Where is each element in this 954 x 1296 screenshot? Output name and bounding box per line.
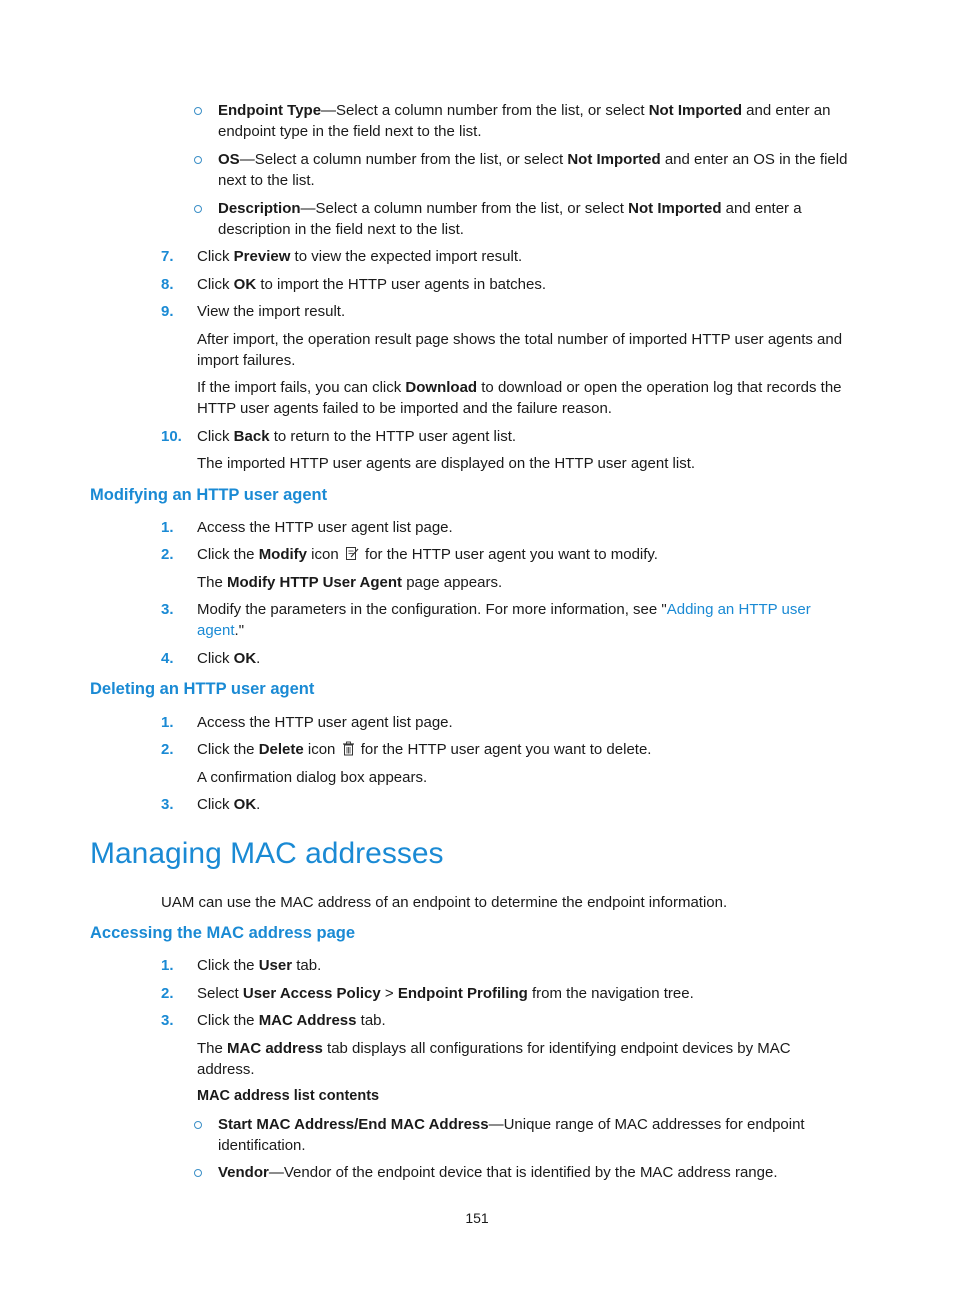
step-number: 2. [161,546,174,563]
step-preview: Click Preview to view the expected import result. [197,248,523,265]
mac-bullet-range: Start MAC Address/End MAC Address—Unique range of MAC addresses for endpoint identification. [218,1116,805,1154]
chapter-title: Managing MAC addresses [90,837,444,870]
modify-step-parameters: Modify the parameters in the configuration. For more information, see "Adding an HTTP user agent." [197,601,811,639]
edit-icon [345,546,359,567]
step-number: 10. [161,428,182,445]
step-view-result: View the import result. [197,303,346,320]
sub-bullet-marker [194,1169,202,1177]
step-number: 3. [161,601,174,618]
delete-step-access: Access the HTTP user agent list page. [197,714,453,731]
step-number: 9. [161,303,174,320]
mac-tab-note: The MAC address tab displays all configurations for identifying endpoint devices by MAC address. [197,1040,791,1078]
modify-step-access: Access the HTTP user agent list page. [197,519,453,536]
mac-step-mac-tab: Click the MAC Address tab. [197,1012,386,1029]
step-number: 3. [161,1012,174,1029]
step-back-note: The imported HTTP user agents are displayed on the HTTP user agent list. [197,455,696,472]
step-number: 1. [161,957,174,974]
page-number: 151 [465,1210,489,1226]
step-number: 3. [161,796,174,813]
link-adding-http-user-agent[interactable]: Adding an HTTP user agent [197,601,811,639]
step-number: 2. [161,741,174,758]
step-ok: Click OK to import the HTTP user agents in batches. [197,276,547,293]
section-heading-delete: Deleting an HTTP user agent [90,680,315,698]
trash-icon [342,741,355,762]
sub-bullet-marker [194,1121,202,1129]
sub-bullet-os: OS—Select a column number from the list, or select Not Imported and enter an OS in the field next to the list. [218,151,848,189]
step-number: 2. [161,985,174,1002]
step-back: Click Back to return to the HTTP user agent list. [197,428,517,445]
mac-list-heading: MAC address list contents [197,1088,380,1104]
delete-step-ok: Click OK. [197,796,261,813]
sub-bullet-marker [194,156,202,164]
step-number: 4. [161,650,174,667]
modify-step-click-icon: Click the Modify icon for the HTTP user agent you want to modify. [197,544,877,567]
section-heading-modify: Modifying an HTTP user agent [90,486,328,504]
sub-bullet-description: Description—Select a column number from the list, or select Not Imported and enter a description in the field next to the list. [218,200,802,238]
delete-dialog-note: A confirmation dialog box appears. [197,769,428,786]
step-number: 8. [161,276,174,293]
delete-step-click-icon: Click the Delete icon for the HTTP user agent you want to delete. [197,739,877,762]
import-note-failure: If the import fails, you can click Download to download or open the operation log that records the HTTP user agents failed to be imported and the failure reason. [197,379,842,417]
mac-step-navigation: Select User Access Policy > Endpoint Profiling from the navigation tree. [197,985,694,1002]
step-number: 1. [161,519,174,536]
modify-page-appears: The Modify HTTP User Agent page appears. [197,574,503,591]
mac-intro: UAM can use the MAC address of an endpoint to determine the endpoint information. [161,894,728,911]
modify-step-ok: Click OK. [197,650,261,667]
step-number: 1. [161,714,174,731]
step-number: 7. [161,248,174,265]
sub-bullet-marker [194,205,202,213]
mac-step-user-tab: Click the User tab. [197,957,322,974]
section-heading-mac-page: Accessing the MAC address page [90,924,355,942]
mac-bullet-vendor: Vendor—Vendor of the endpoint device that is identified by the MAC address range. [218,1164,778,1181]
sub-bullet-endpoint-type: Endpoint Type—Select a column number from the list, or select Not Imported and enter an endpoint type in the field next to the list. [218,102,831,140]
import-note-result: After import, the operation result page shows the total number of imported HTTP user agents and import failures. [197,331,843,369]
sub-bullet-marker [194,107,202,115]
